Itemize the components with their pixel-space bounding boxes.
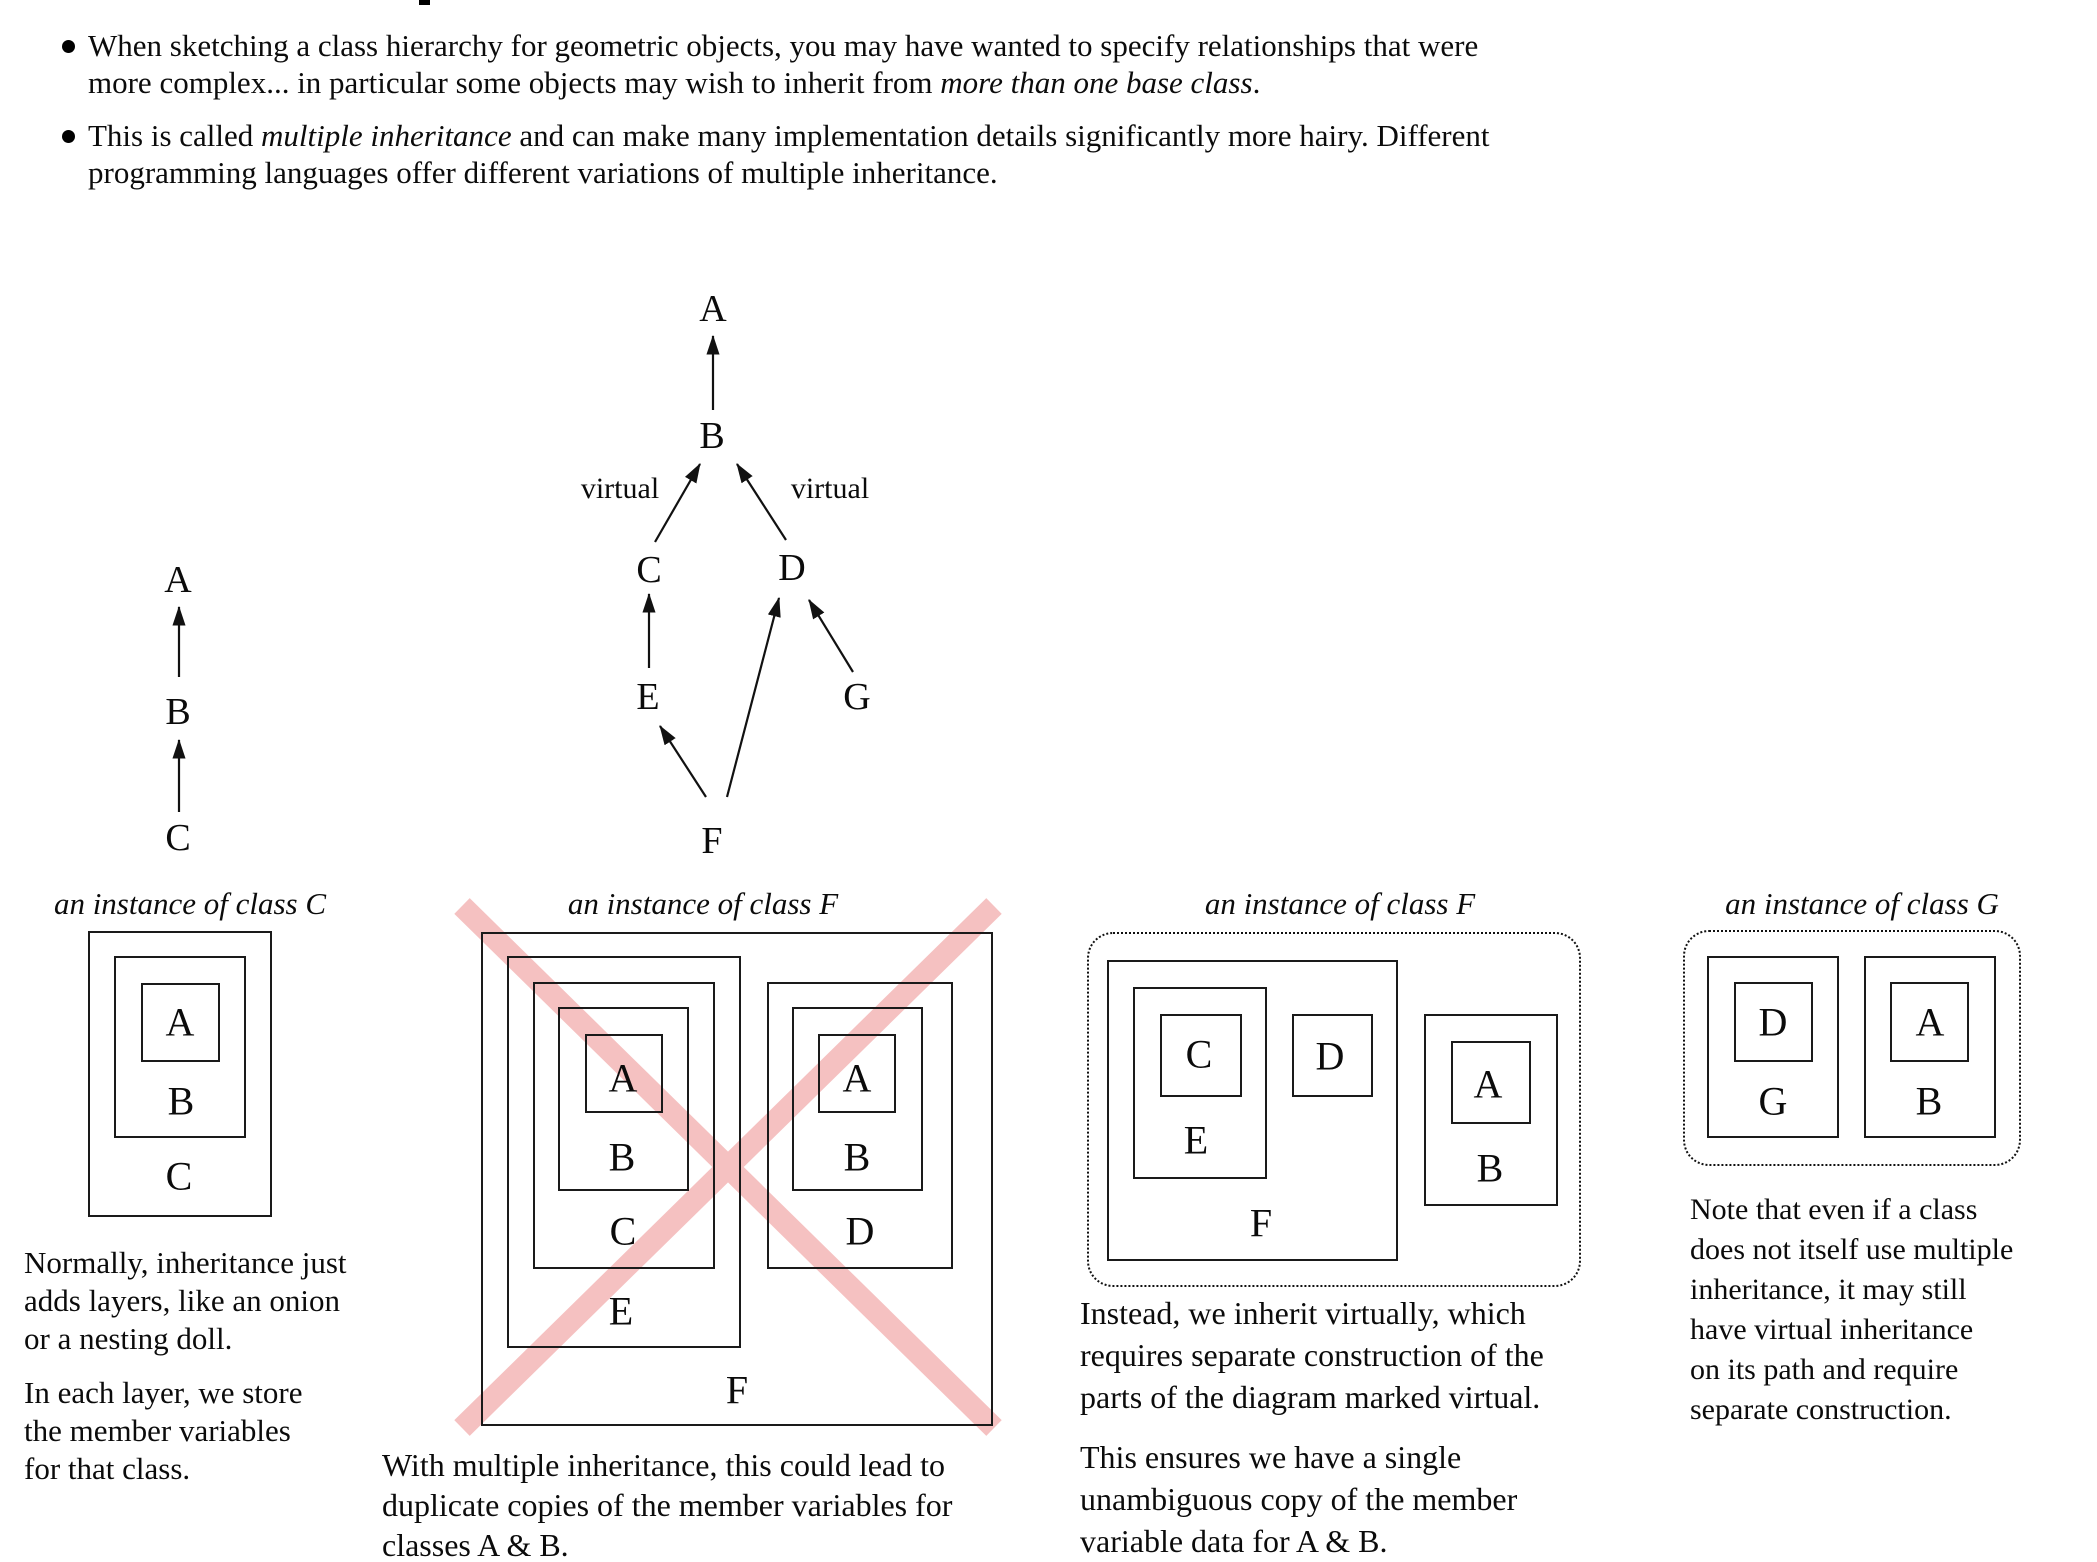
label-b: B	[1476, 1145, 1504, 1191]
multi-node-a: A	[699, 288, 727, 330]
text-line: on its path and require	[1690, 1353, 1959, 1386]
text-line: have virtual inheritance	[1690, 1313, 1974, 1346]
label-c: C	[165, 1153, 193, 1199]
bullet-2-text-pre: This is called	[88, 118, 262, 153]
label-b-left: B	[608, 1134, 636, 1180]
bullet-1-line-2	[88, 64, 1478, 101]
multi-node-b: B	[699, 415, 725, 457]
text-line: the member variables	[24, 1413, 291, 1448]
bullet-1	[88, 27, 1478, 101]
bullet-2	[88, 117, 1490, 191]
text-note-virtual-path	[1690, 1190, 2013, 1430]
text-duplicate-copies	[382, 1445, 952, 1562]
bullet-2-text: programming languages offer different variations of multiple inheritance.	[88, 155, 998, 190]
label-e: E	[1183, 1117, 1209, 1163]
virtual-label-left: virtual	[580, 472, 660, 505]
multi-node-d: D	[778, 547, 806, 589]
text-line: variable data for A & B.	[1080, 1523, 1388, 1559]
simple-node-a: A	[164, 559, 192, 601]
text-line: does not itself use multiple	[1690, 1233, 2014, 1266]
multi-node-c: C	[636, 549, 662, 591]
text-line: inheritance, it may still	[1690, 1273, 1967, 1306]
label-c: C	[1185, 1031, 1213, 1077]
multi-node-f: F	[701, 820, 723, 862]
bullet-1-text: When sketching a class hierarchy for geometric objects, you may have wanted to specify relationships that were	[88, 28, 1479, 63]
text-line: Instead, we inherit virtually, which	[1080, 1295, 1526, 1331]
virtual-label-right: virtual	[790, 472, 870, 505]
text-onion	[24, 1244, 347, 1358]
label-a: A	[1473, 1061, 1503, 1107]
text-member-vars	[24, 1374, 302, 1488]
text-line: classes A & B.	[382, 1527, 569, 1562]
label-a-left: A	[608, 1055, 638, 1101]
bullet-2-line-2	[88, 154, 1490, 191]
label-d: D	[845, 1208, 875, 1254]
bullet-2-line-1	[88, 117, 1490, 154]
caption-instance-f-good: an instance of class F	[1204, 886, 1476, 921]
text-line: parts of the diagram marked virtual.	[1080, 1379, 1541, 1415]
text-line: adds layers, like an onion	[24, 1283, 340, 1318]
text-line: With multiple inheritance, this could lead to	[382, 1447, 946, 1483]
label-f: F	[725, 1367, 749, 1413]
bullet-icon	[62, 130, 75, 143]
bullet-1-line-1	[88, 27, 1478, 64]
label-b-right: B	[843, 1134, 871, 1180]
arrow-d-to-b-virtual	[737, 464, 786, 540]
simple-node-c: C	[165, 817, 191, 859]
text-inherit-virtually	[1080, 1292, 1544, 1418]
arrow-c-to-b-virtual	[655, 464, 700, 542]
text-line: unambiguous copy of the member	[1080, 1481, 1518, 1517]
text-line: separate construction.	[1690, 1393, 1952, 1426]
bullet-2-text-em: multiple inheritance	[261, 118, 512, 153]
label-c-left: C	[609, 1208, 637, 1254]
multi-node-g: G	[843, 676, 871, 718]
text-line: requires separate construction of the	[1080, 1337, 1544, 1373]
bullet-2-text-post: and can make many implementation details significantly more hairy. Different	[511, 118, 1490, 153]
text-line: for that class.	[24, 1451, 191, 1486]
text-line: This ensures we have a single	[1080, 1439, 1462, 1475]
bullet-1-text-post: .	[1252, 65, 1261, 100]
text-line: Note that even if a class	[1690, 1193, 1978, 1226]
label-b: B	[1915, 1078, 1943, 1124]
text-line: or a nesting doll.	[24, 1321, 233, 1356]
simple-node-b: B	[165, 691, 191, 733]
label-a: A	[165, 999, 195, 1045]
bullet-icon	[62, 40, 75, 53]
caption-instance-f-bad: an instance of class F	[567, 886, 839, 921]
text-line: In each layer, we store	[24, 1375, 303, 1410]
text-single-copy	[1080, 1436, 1517, 1562]
label-f: F	[1249, 1200, 1273, 1246]
text-line: Normally, inheritance just	[24, 1245, 347, 1280]
multi-node-e: E	[636, 676, 660, 718]
label-g: G	[1758, 1078, 1788, 1124]
caption-instance-g: an instance of class G	[1725, 886, 1999, 921]
label-b: B	[167, 1078, 195, 1124]
bullet-1-text-pre: more complex... in particular some objects may wish to inherit from	[88, 65, 941, 100]
inheritance-arrows	[179, 336, 853, 812]
label-d: D	[1758, 999, 1788, 1045]
label-a: A	[1915, 999, 1945, 1045]
arrow-g-to-d	[809, 600, 853, 672]
caption-instance-c: an instance of class C	[53, 886, 327, 921]
bullet-1-text-em: more than one base class	[940, 65, 1253, 100]
arrow-f-to-d	[727, 598, 779, 797]
cropped-title-fragment	[419, 0, 430, 5]
arrow-f-to-e	[660, 726, 706, 797]
label-d: D	[1315, 1033, 1345, 1079]
label-a-right: A	[842, 1055, 872, 1101]
label-e: E	[608, 1288, 634, 1334]
text-line: duplicate copies of the member variables for	[382, 1487, 953, 1523]
